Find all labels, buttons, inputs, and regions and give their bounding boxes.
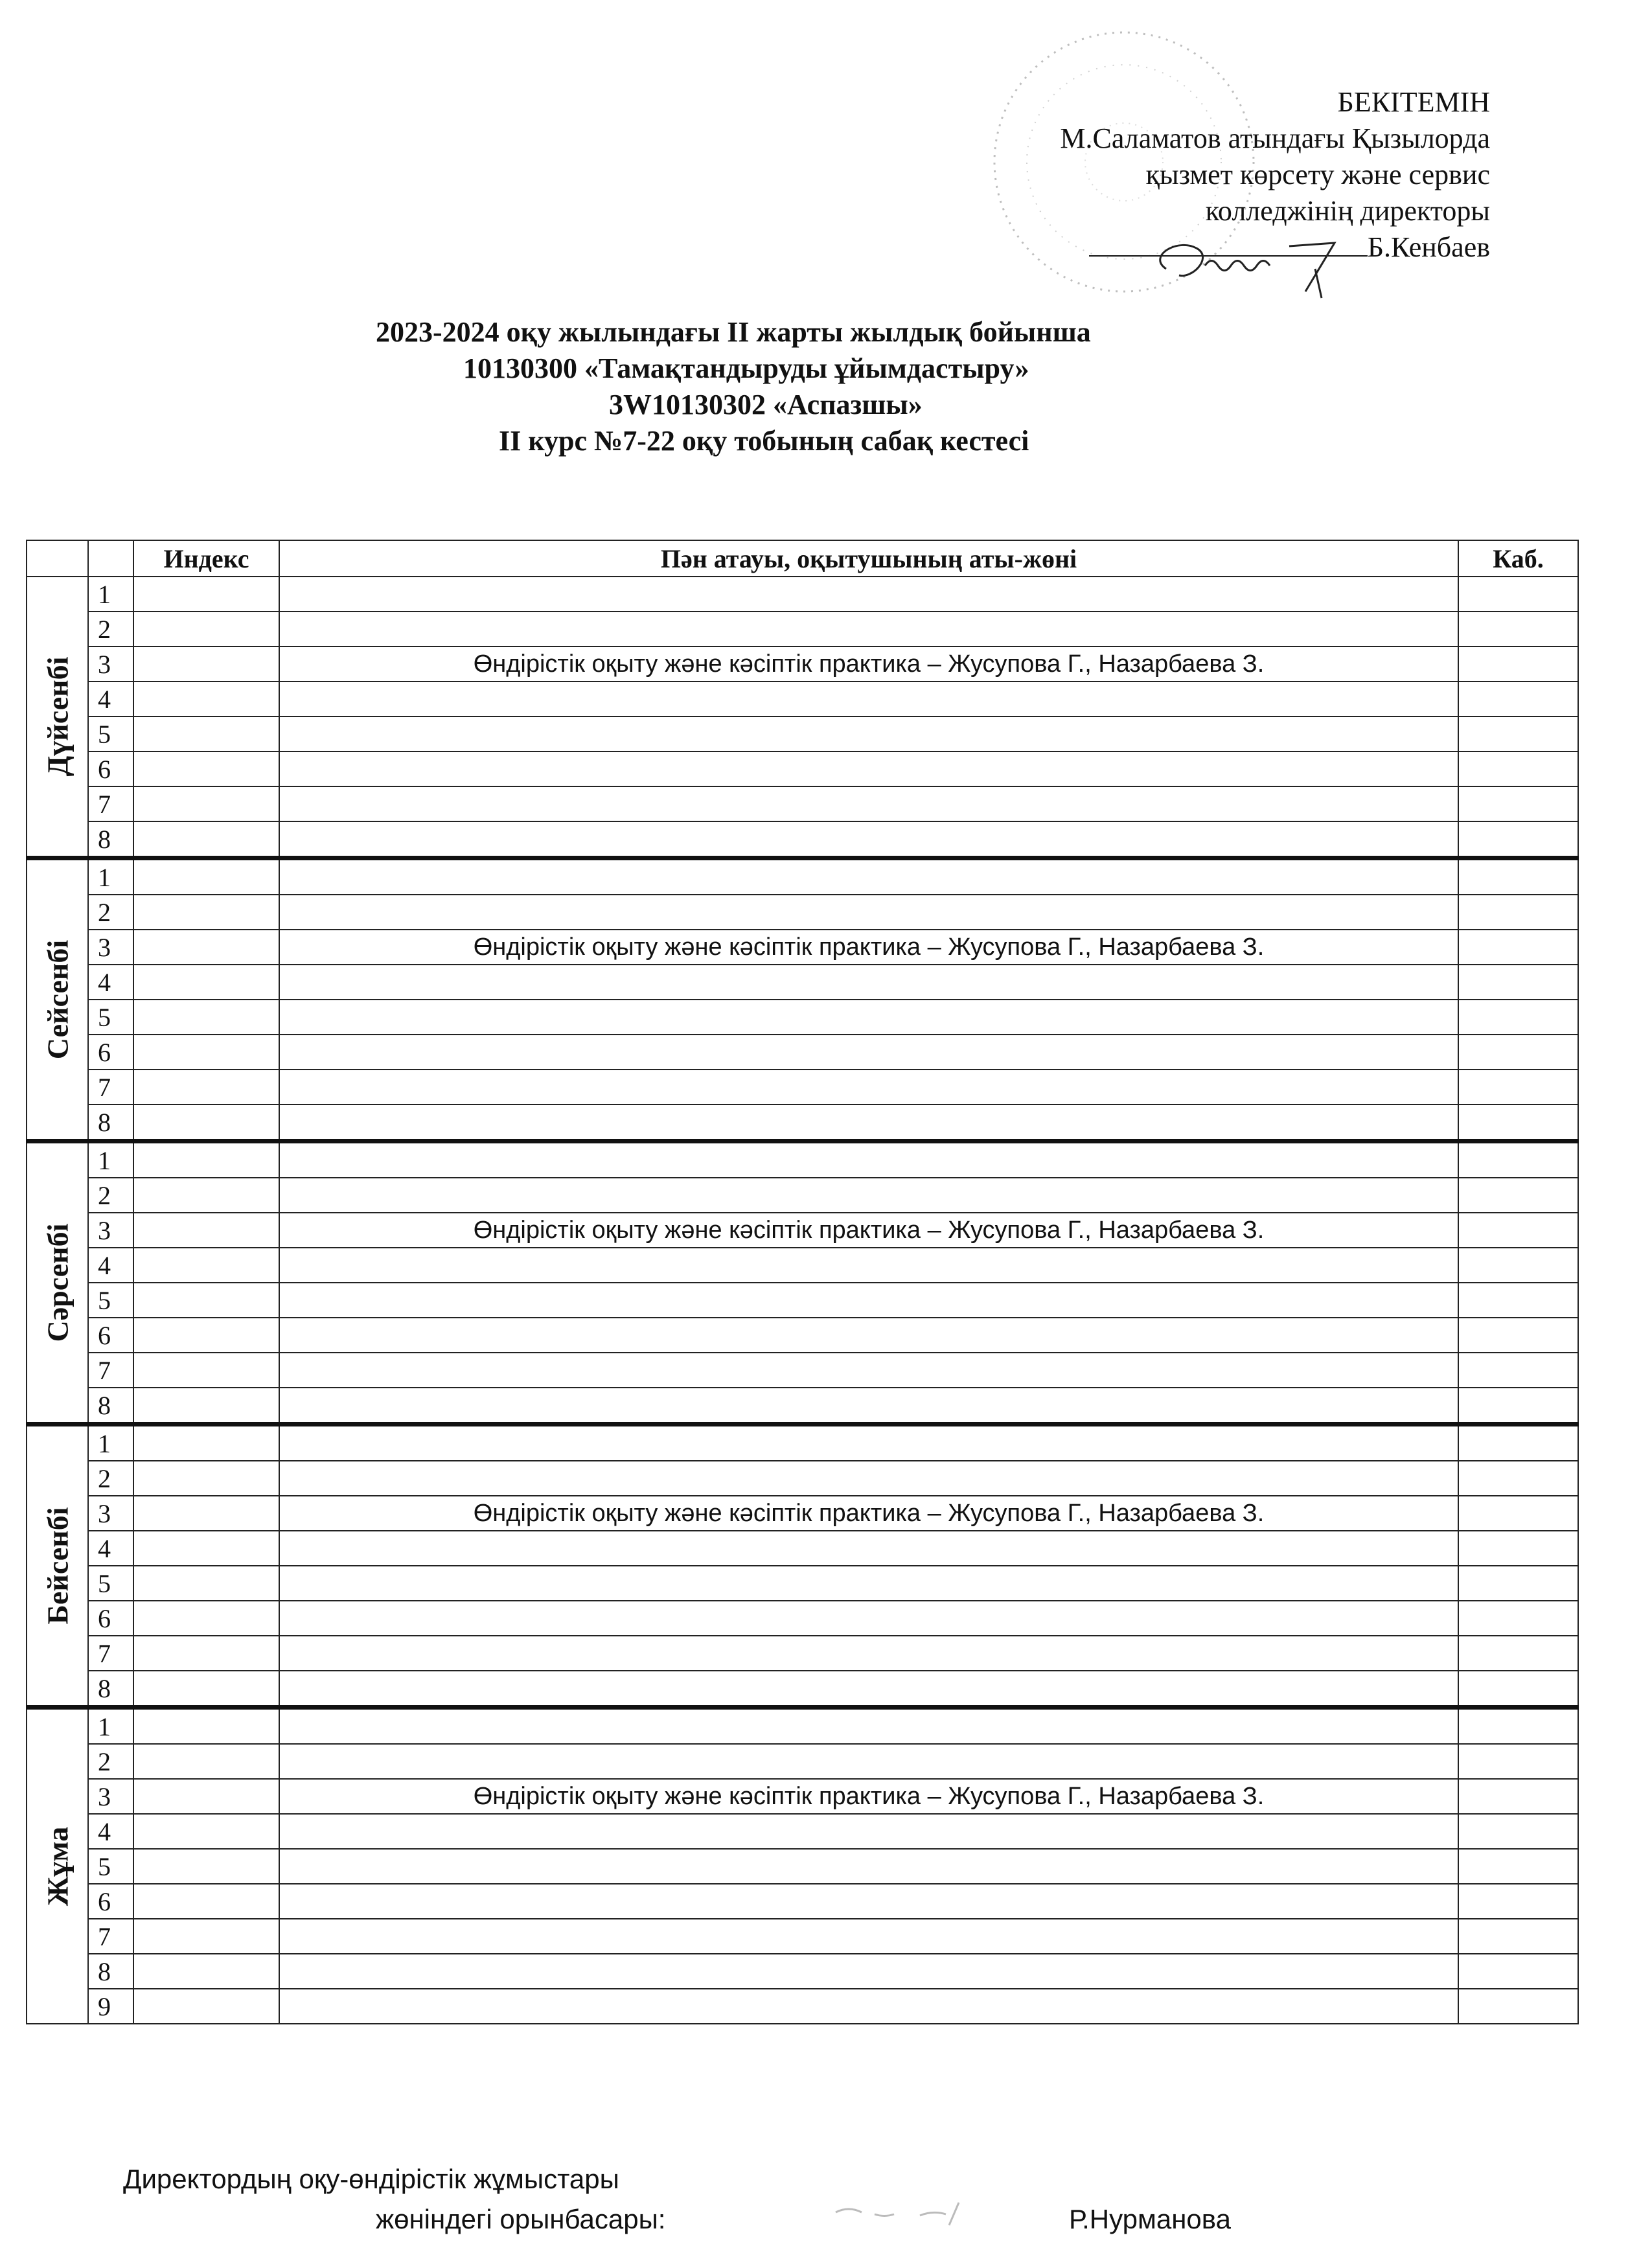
index-cell [133, 1141, 279, 1178]
approval-signatory: Б.Кенбаев [1367, 231, 1490, 263]
lesson-number: 5 [88, 716, 133, 751]
table-row [27, 1601, 1578, 1636]
table-row [27, 716, 1578, 751]
room-cell [1458, 1744, 1578, 1779]
subject-cell [279, 1601, 1458, 1636]
lesson-number: 7 [88, 1353, 133, 1388]
approval-line-3: колледжінің директоры [1205, 195, 1490, 227]
table-row [27, 821, 1578, 858]
subject-cell [279, 1954, 1458, 1989]
subject-cell [279, 858, 1458, 895]
room-cell [1458, 1671, 1578, 1708]
index-cell [133, 1671, 279, 1708]
deputy-signatory: Р.Нурманова [1069, 2204, 1231, 2234]
lesson-number: 5 [88, 1566, 133, 1601]
lesson-number: 6 [88, 1601, 133, 1636]
table-row [27, 751, 1578, 786]
index-cell [133, 1353, 279, 1388]
table-row [27, 1989, 1578, 2024]
table-row [27, 895, 1578, 930]
room-cell [1458, 1636, 1578, 1671]
lesson-number: 6 [88, 1318, 133, 1353]
lesson-number: 1 [88, 577, 133, 612]
room-cell [1458, 1318, 1578, 1353]
room-cell [1458, 1178, 1578, 1213]
table-row [27, 1461, 1578, 1496]
room-cell [1458, 786, 1578, 821]
subject-cell [279, 786, 1458, 821]
day-cell [27, 1425, 88, 1708]
room-cell [1458, 1070, 1578, 1105]
room-cell [1458, 1919, 1578, 1954]
table-row [27, 1248, 1578, 1283]
lesson-number: 4 [88, 1814, 133, 1849]
subject-cell [279, 1070, 1458, 1105]
subject-cell [279, 1283, 1458, 1318]
room-cell [1458, 1388, 1578, 1425]
room-cell [1458, 1779, 1578, 1814]
index-cell [133, 1849, 279, 1884]
lesson-number: 7 [88, 1919, 133, 1954]
day-cell [27, 577, 88, 858]
room-cell [1458, 965, 1578, 1000]
room-cell [1458, 1989, 1578, 2024]
subject-cell [279, 1566, 1458, 1601]
table-row [27, 1708, 1578, 1745]
index-cell [133, 1814, 279, 1849]
lesson-number: 8 [88, 1954, 133, 1989]
table-row [27, 1884, 1578, 1919]
room-cell [1458, 1425, 1578, 1461]
table-row [27, 1814, 1578, 1849]
table-row [27, 1954, 1578, 1989]
subject-cell [279, 1989, 1458, 2024]
index-cell [133, 1000, 279, 1035]
table-row [27, 1566, 1578, 1601]
index-cell [133, 786, 279, 821]
subject-cell [279, 895, 1458, 930]
subject-cell [279, 1461, 1458, 1496]
day-cell [27, 1708, 88, 2024]
subject-cell: Өндірістік оқыту және кәсіптік практика – Жусупова Г., Назарбаева З. [279, 1213, 1458, 1248]
lesson-number: 3 [88, 647, 133, 682]
room-cell [1458, 1531, 1578, 1566]
subject-cell: Өндірістік оқыту және кәсіптік практика – Жусупова Г., Назарбаева З. [279, 647, 1458, 682]
header-number [88, 540, 133, 577]
table-row [27, 682, 1578, 716]
index-cell [133, 1425, 279, 1461]
index-cell [133, 612, 279, 647]
subject-cell [279, 1814, 1458, 1849]
table-row [27, 1671, 1578, 1708]
lesson-number: 2 [88, 895, 133, 930]
index-cell [133, 1636, 279, 1671]
index-cell [133, 647, 279, 682]
index-cell [133, 965, 279, 1000]
subject-cell [279, 612, 1458, 647]
index-cell [133, 858, 279, 895]
title-line-3: 3W10130302 «Аспазшы» [609, 389, 923, 420]
day-cell [27, 1141, 88, 1425]
lesson-number: 6 [88, 1035, 133, 1070]
lesson-number: 8 [88, 821, 133, 858]
lesson-number: 1 [88, 1708, 133, 1745]
lesson-number: 6 [88, 751, 133, 786]
room-cell [1458, 716, 1578, 751]
subject-cell [279, 1105, 1458, 1141]
header-day [27, 540, 88, 577]
subject-cell [279, 1636, 1458, 1671]
table-row [27, 1000, 1578, 1035]
lesson-number: 7 [88, 1070, 133, 1105]
room-cell [1458, 1248, 1578, 1283]
table-row [27, 577, 1578, 612]
deputy-position-line-2: жөніндегі орынбасары: [376, 2204, 666, 2234]
table-row [27, 1070, 1578, 1105]
approval-line-2: қызмет көрсету және сервис [1145, 159, 1490, 190]
room-cell [1458, 751, 1578, 786]
room-cell [1458, 682, 1578, 716]
index-cell [133, 895, 279, 930]
subject-cell [279, 577, 1458, 612]
approval-line-1: М.Саламатов атындағы Қызылорда [1060, 122, 1490, 154]
subject-cell [279, 1248, 1458, 1283]
table-header-row [27, 540, 1578, 577]
room-cell [1458, 821, 1578, 858]
room-cell [1458, 1213, 1578, 1248]
schedule-body [27, 577, 1578, 2024]
title-line-1: 2023-2024 оқу жылындағы ІІ жарты жылдық бойынша [376, 316, 1091, 348]
table-row [27, 1425, 1578, 1461]
day-cell [27, 858, 88, 1141]
day-label: Бейсенбі [41, 1507, 74, 1625]
lesson-number: 4 [88, 965, 133, 1000]
room-cell [1458, 1884, 1578, 1919]
room-cell [1458, 1849, 1578, 1884]
table-row [27, 1213, 1578, 1248]
subject-cell [279, 1141, 1458, 1178]
lesson-number: 2 [88, 612, 133, 647]
header-subject: Пән атауы, оқытушының аты-жөні [279, 540, 1458, 577]
subject-cell: Өндірістік оқыту және кәсіптік практика – Жусупова Г., Назарбаева З. [279, 930, 1458, 965]
subject-cell [279, 821, 1458, 858]
table-row [27, 1178, 1578, 1213]
index-cell [133, 1461, 279, 1496]
lesson-number: 7 [88, 1636, 133, 1671]
subject-cell [279, 1884, 1458, 1919]
subject-cell [279, 751, 1458, 786]
subject-cell [279, 1388, 1458, 1425]
room-cell [1458, 1283, 1578, 1318]
table-row [27, 1318, 1578, 1353]
table-row [27, 1744, 1578, 1779]
subject-cell [279, 1178, 1458, 1213]
title-line-4: ІІ курс №7-22 оқу тобының сабақ кестесі [499, 425, 1029, 457]
table-row [27, 1636, 1578, 1671]
table-row [27, 647, 1578, 682]
room-cell [1458, 1105, 1578, 1141]
subject-cell [279, 1919, 1458, 1954]
room-cell [1458, 1461, 1578, 1496]
approval-heading: БЕКІТЕМІН [1337, 86, 1490, 118]
index-cell [133, 716, 279, 751]
lesson-number: 5 [88, 1283, 133, 1318]
table-row [27, 965, 1578, 1000]
room-cell [1458, 1601, 1578, 1636]
lesson-number: 5 [88, 1849, 133, 1884]
subject-cell: Өндірістік оқыту және кәсіптік практика – Жусупова Г., Назарбаева З. [279, 1779, 1458, 1814]
index-cell [133, 1248, 279, 1283]
table-row [27, 1105, 1578, 1141]
index-cell [133, 1744, 279, 1779]
lesson-number: 1 [88, 1141, 133, 1178]
room-cell [1458, 1141, 1578, 1178]
director-signature [1140, 230, 1360, 301]
lesson-number: 4 [88, 682, 133, 716]
lesson-number: 8 [88, 1105, 133, 1141]
index-cell [133, 1601, 279, 1636]
lesson-number: 2 [88, 1178, 133, 1213]
subject-cell [279, 965, 1458, 1000]
room-cell [1458, 1954, 1578, 1989]
header-index: Индекс [133, 540, 279, 577]
index-cell [133, 1388, 279, 1425]
index-cell [133, 1531, 279, 1566]
index-cell [133, 1496, 279, 1531]
table-row [27, 1141, 1578, 1178]
index-cell [133, 1035, 279, 1070]
table-row [27, 930, 1578, 965]
lesson-number: 3 [88, 1213, 133, 1248]
room-cell [1458, 1035, 1578, 1070]
schedule-table [26, 540, 1579, 2024]
lesson-number: 8 [88, 1388, 133, 1425]
index-cell [133, 1919, 279, 1954]
index-cell [133, 1989, 279, 2024]
table-row [27, 1496, 1578, 1531]
lesson-number: 3 [88, 1496, 133, 1531]
table-row [27, 1388, 1578, 1425]
subject-cell: Өндірістік оқыту және кәсіптік практика – Жусупова Г., Назарбаева З. [279, 1496, 1458, 1531]
subject-cell [279, 1671, 1458, 1708]
index-cell [133, 1213, 279, 1248]
lesson-number: 6 [88, 1884, 133, 1919]
subject-cell [279, 1708, 1458, 1745]
subject-cell [279, 1000, 1458, 1035]
lesson-number: 3 [88, 1779, 133, 1814]
table-row [27, 1779, 1578, 1814]
table-row [27, 1353, 1578, 1388]
room-cell [1458, 858, 1578, 895]
day-label: Сәрсенбі [41, 1223, 74, 1342]
index-cell [133, 930, 279, 965]
index-cell [133, 1070, 279, 1105]
lesson-number: 5 [88, 1000, 133, 1035]
lesson-number: 7 [88, 786, 133, 821]
header-room: Каб. [1458, 540, 1578, 577]
index-cell [133, 682, 279, 716]
room-cell [1458, 1566, 1578, 1601]
index-cell [133, 1708, 279, 1745]
lesson-number: 2 [88, 1461, 133, 1496]
table-row [27, 1849, 1578, 1884]
room-cell [1458, 1353, 1578, 1388]
subject-cell [279, 1425, 1458, 1461]
table-row [27, 786, 1578, 821]
index-cell [133, 577, 279, 612]
lesson-number: 8 [88, 1671, 133, 1708]
day-label: Жұма [41, 1826, 74, 1907]
lesson-number: 4 [88, 1248, 133, 1283]
index-cell [133, 1566, 279, 1601]
subject-cell [279, 1318, 1458, 1353]
index-cell [133, 1283, 279, 1318]
deputy-position-line-1: Директордың оқу-өндірістік жұмыстары [123, 2164, 619, 2194]
index-cell [133, 1884, 279, 1919]
table-row [27, 858, 1578, 895]
room-cell [1458, 1708, 1578, 1745]
deputy-signature [823, 2196, 991, 2228]
room-cell [1458, 577, 1578, 612]
index-cell [133, 1105, 279, 1141]
index-cell [133, 1779, 279, 1814]
subject-cell [279, 1531, 1458, 1566]
table-row [27, 612, 1578, 647]
table-row [27, 1035, 1578, 1070]
lesson-number: 3 [88, 930, 133, 965]
lesson-number: 1 [88, 1425, 133, 1461]
room-cell [1458, 1000, 1578, 1035]
subject-cell [279, 716, 1458, 751]
index-cell [133, 1318, 279, 1353]
room-cell [1458, 612, 1578, 647]
lesson-number: 1 [88, 858, 133, 895]
room-cell [1458, 1496, 1578, 1531]
lesson-number: 4 [88, 1531, 133, 1566]
title-line-2: 10130300 «Тамақтандыруды ұйымдастыру» [463, 352, 1029, 384]
index-cell [133, 751, 279, 786]
subject-cell [279, 1035, 1458, 1070]
room-cell [1458, 930, 1578, 965]
subject-cell [279, 682, 1458, 716]
index-cell [133, 1178, 279, 1213]
subject-cell [279, 1849, 1458, 1884]
subject-cell [279, 1744, 1458, 1779]
table-row [27, 1283, 1578, 1318]
subject-cell [279, 1353, 1458, 1388]
table-row [27, 1919, 1578, 1954]
day-label: Дүйсенбі [41, 656, 74, 777]
room-cell [1458, 1814, 1578, 1849]
index-cell [133, 821, 279, 858]
day-label: Сейсенбі [41, 939, 74, 1060]
index-cell [133, 1954, 279, 1989]
room-cell [1458, 895, 1578, 930]
table-row [27, 1531, 1578, 1566]
lesson-number: 2 [88, 1744, 133, 1779]
lesson-number: 9 [88, 1989, 133, 2024]
room-cell [1458, 647, 1578, 682]
